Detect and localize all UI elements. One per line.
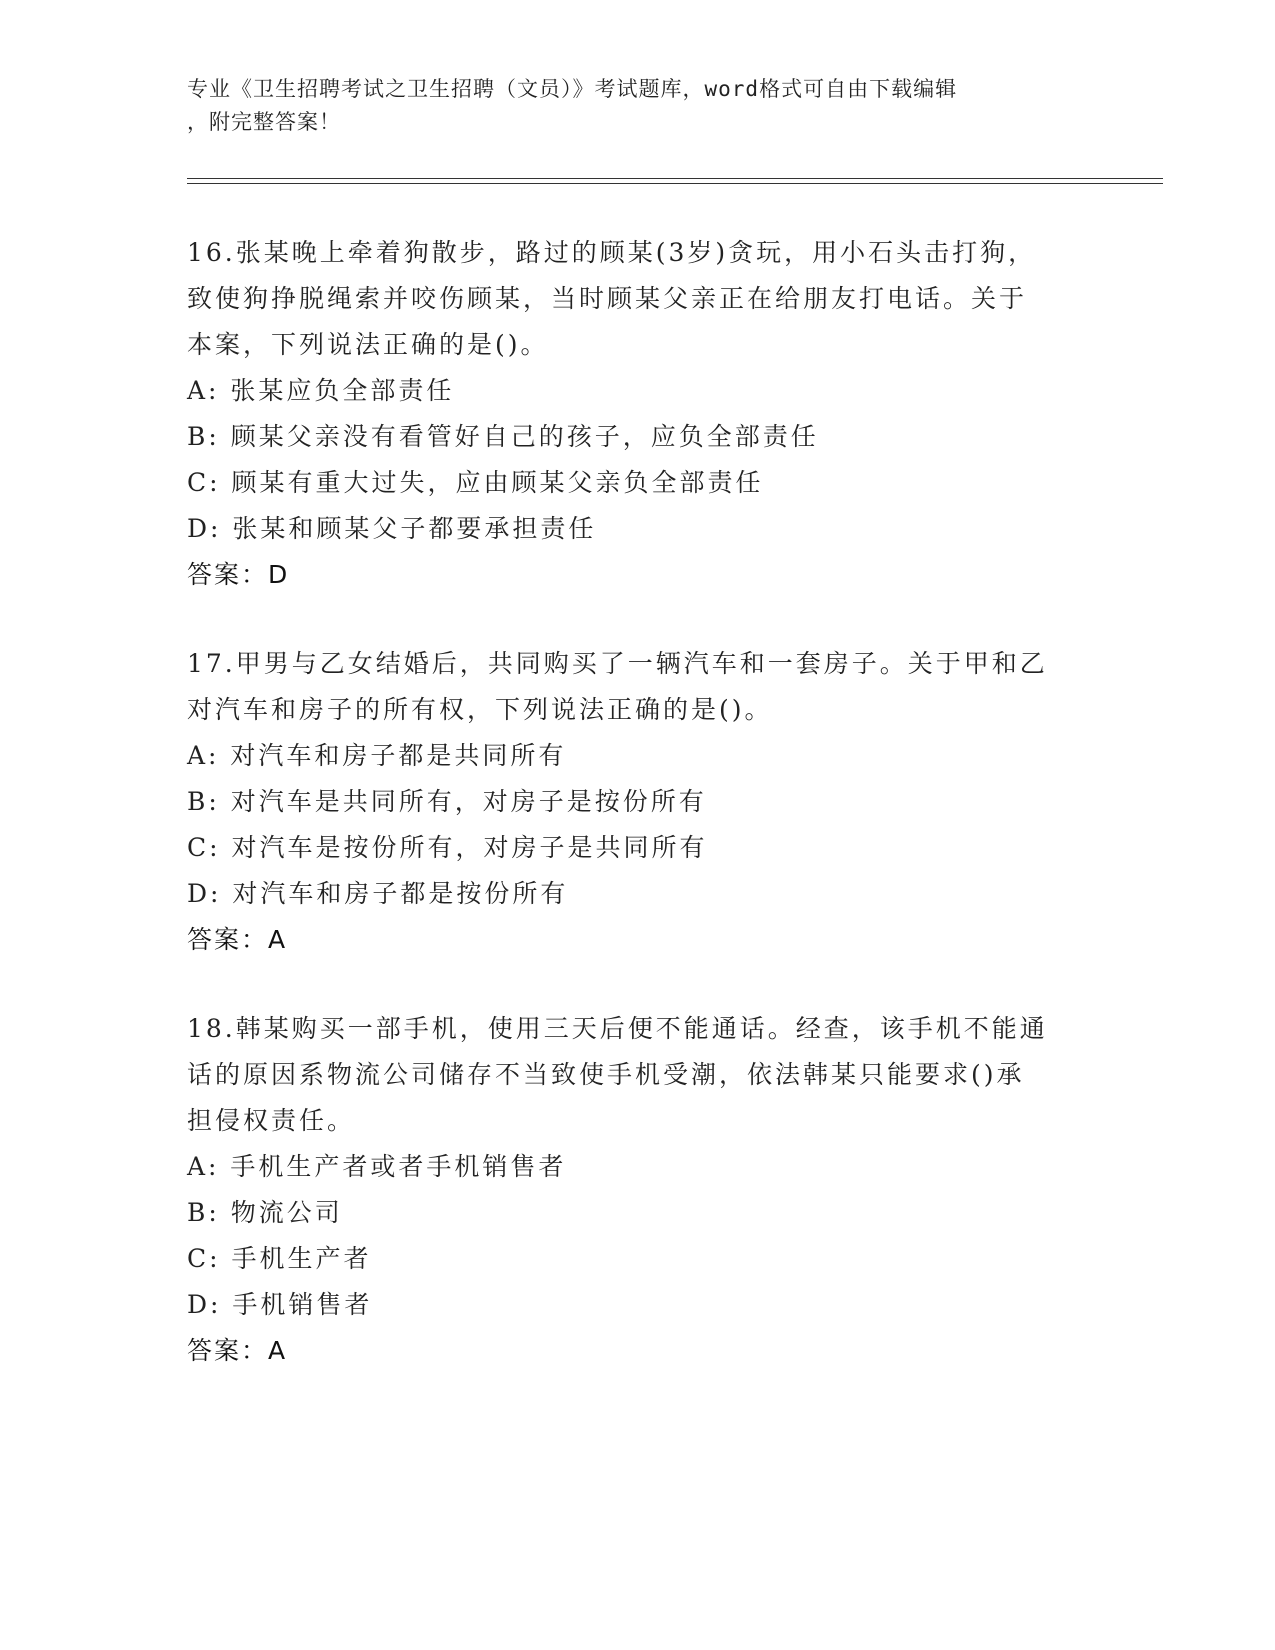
answer-value: D [268,560,290,589]
option-b: B: 顾某父亲没有看管好自己的孩子，应负全部责任 [187,422,819,451]
question-text: 致使狗挣脱绳索并咬伤顾某，当时顾某父亲正在给朋友打电话。关于 [187,284,1028,313]
option-a: A: 对汽车和房子都是共同所有 [187,741,567,770]
option-b: B: 物流公司 [187,1198,343,1227]
answer-line [187,552,1087,598]
answer-label: 答案： [187,1336,269,1365]
option-b: B: 对汽车是共同所有，对房子是按份所有 [187,787,707,816]
question-text: 担侵权责任。 [187,1106,356,1135]
option-a: A: 手机生产者或者手机销售者 [187,1152,567,1181]
question-text: 18.韩某购买一部手机，使用三天后便不能通话。经查，该手机不能通 [187,1014,1048,1043]
option-a: A: 张某应负全部责任 [187,376,455,405]
question-17 [187,641,1087,963]
option-c: C: 手机生产者 [187,1244,372,1273]
answer-label: 答案： [187,560,269,589]
question-text: 话的原因系物流公司储存不当致使手机受潮，依法韩某只能要求()承 [187,1060,1025,1089]
question-text: 本案，下列说法正确的是()。 [187,330,549,359]
header-divider [187,183,1163,184]
answer-line [187,917,1087,963]
option-d: D: 对汽车和房子都是按份所有 [187,879,569,908]
answer-value: A [268,925,288,954]
answer-line [187,1328,1087,1374]
header-line: ，附完整答案！ [187,110,341,134]
question-text: 17.甲男与乙女结婚后，共同购买了一辆汽车和一套房子。关于甲和乙 [187,649,1048,678]
answer-value: A [268,1336,288,1365]
question-text: 16.张某晚上牵着狗散步，路过的顾某(3岁)贪玩，用小石头击打狗， [187,238,1037,267]
option-d: D: 手机销售者 [187,1290,373,1319]
header-line: 专业《卫生招聘考试之卫生招聘（文员）》考试题库，word格式可自由下载编辑 [187,77,958,101]
option-c: C: 顾某有重大过失，应由顾某父亲负全部责任 [187,468,764,497]
option-d: D: 张某和顾某父子都要承担责任 [187,514,597,543]
header-divider [187,178,1163,179]
option-c: C: 对汽车是按份所有，对房子是共同所有 [187,833,708,862]
question-text: 对汽车和房子的所有权，下列说法正确的是()。 [187,695,773,724]
question-18 [187,1006,1087,1374]
answer-label: 答案： [187,925,269,954]
question-16 [187,230,1087,598]
document-header [187,73,1057,139]
